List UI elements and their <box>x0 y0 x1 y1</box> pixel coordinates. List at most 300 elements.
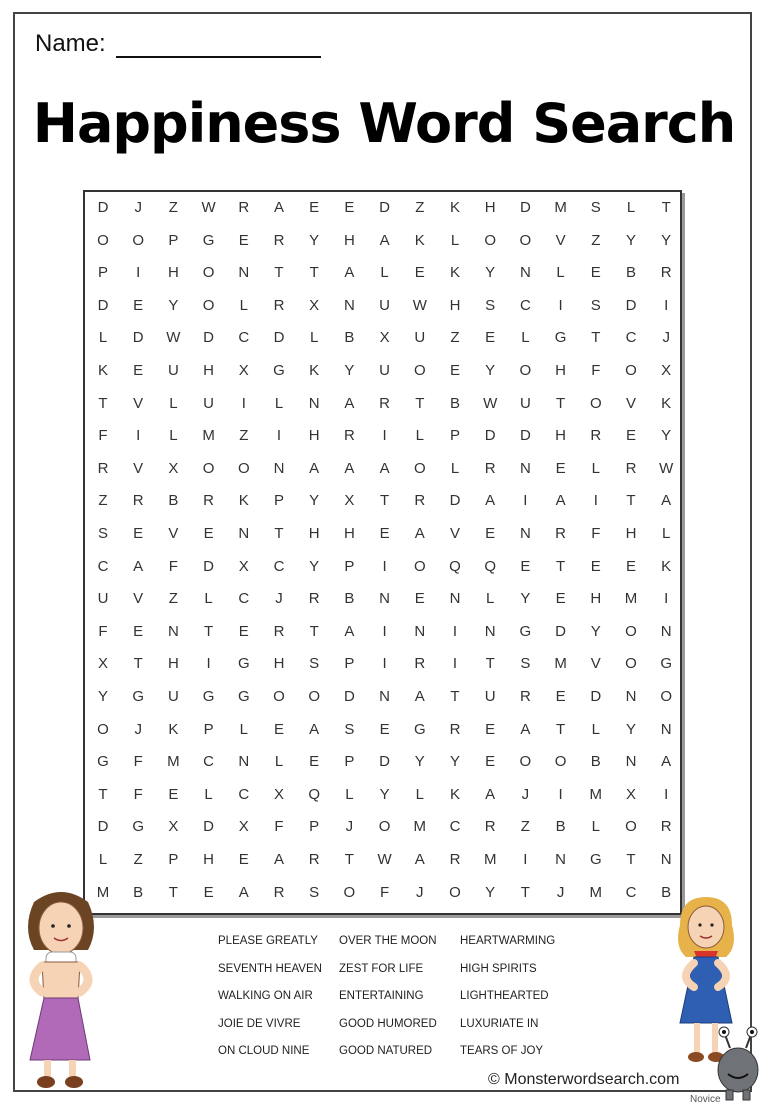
grid-letter[interactable]: J <box>416 883 424 901</box>
grid-letter[interactable]: O <box>625 818 637 836</box>
grid-letter[interactable]: T <box>204 622 214 640</box>
grid-letter[interactable]: A <box>379 459 390 477</box>
grid-letter[interactable]: U <box>414 329 426 347</box>
grid-letter[interactable]: K <box>309 362 320 379</box>
grid-letter[interactable]: N <box>660 720 672 738</box>
grid-letter[interactable]: J <box>521 785 530 803</box>
grid-letter[interactable]: N <box>555 851 567 868</box>
grid-letter[interactable]: W <box>377 851 392 868</box>
grid-letter[interactable]: F <box>133 753 143 771</box>
grid-letter[interactable]: Z <box>133 851 143 868</box>
grid-letter[interactable]: N <box>379 590 391 608</box>
grid-letter[interactable]: P <box>203 720 214 738</box>
grid-letter[interactable]: I <box>664 590 669 608</box>
grid-letter[interactable]: Y <box>520 590 531 608</box>
grid-letter[interactable]: D <box>625 296 637 314</box>
grid-letter[interactable]: K <box>168 720 179 738</box>
grid-letter[interactable]: R <box>449 851 461 868</box>
grid-letter[interactable]: A <box>414 851 425 868</box>
grid-letter[interactable]: Z <box>450 329 460 347</box>
grid-letter[interactable]: I <box>664 785 669 803</box>
grid-letter[interactable]: T <box>520 883 530 901</box>
grid-letter[interactable]: G <box>273 362 285 379</box>
grid-letter[interactable]: D <box>97 199 109 216</box>
grid-letter[interactable]: H <box>167 264 179 282</box>
grid-letter[interactable]: S <box>590 199 601 216</box>
grid-letter[interactable]: M <box>554 199 567 216</box>
grid-letter[interactable]: C <box>203 753 215 771</box>
grid-letter[interactable]: V <box>133 590 144 608</box>
grid-letter[interactable]: I <box>382 427 387 445</box>
grid-letter[interactable]: J <box>134 720 142 738</box>
grid-letter[interactable]: L <box>415 427 424 445</box>
grid-letter[interactable]: N <box>449 590 461 608</box>
grid-letter[interactable]: Z <box>239 427 249 445</box>
grid-letter[interactable]: R <box>484 459 496 477</box>
grid-letter[interactable]: S <box>520 655 531 673</box>
grid-letter[interactable]: H <box>590 590 602 608</box>
grid-letter[interactable]: L <box>556 264 565 282</box>
grid-letter[interactable]: A <box>414 525 425 542</box>
grid-letter[interactable]: E <box>168 785 179 803</box>
grid-letter[interactable]: V <box>168 525 179 542</box>
grid-letter[interactable]: S <box>309 883 320 901</box>
grid-letter[interactable]: P <box>168 231 179 249</box>
grid-letter[interactable]: N <box>625 753 637 771</box>
grid-letter[interactable]: O <box>273 688 285 705</box>
grid-letter[interactable]: L <box>521 329 530 347</box>
grid-letter[interactable]: Q <box>449 557 461 575</box>
grid-letter[interactable]: G <box>237 688 250 705</box>
grid-letter[interactable]: O <box>449 883 461 901</box>
grid-letter[interactable]: B <box>555 818 566 836</box>
grid-letter[interactable]: U <box>167 362 179 379</box>
grid-letter[interactable]: I <box>206 655 211 673</box>
grid-letter[interactable]: R <box>273 231 285 249</box>
grid-letter[interactable]: R <box>273 883 285 901</box>
grid-letter[interactable]: M <box>96 883 110 901</box>
grid-letter[interactable]: U <box>519 394 531 412</box>
grid-letter[interactable]: L <box>274 753 284 771</box>
grid-letter[interactable]: N <box>238 753 250 771</box>
grid-letter[interactable]: O <box>660 688 673 705</box>
grid-letter[interactable]: I <box>593 492 598 510</box>
grid-letter[interactable]: C <box>97 557 109 575</box>
grid-letter[interactable]: B <box>344 329 355 347</box>
grid-letter[interactable]: A <box>661 753 672 771</box>
grid-letter[interactable]: K <box>661 394 672 412</box>
grid-letter[interactable]: H <box>203 851 215 868</box>
grid-letter[interactable]: A <box>344 394 355 412</box>
grid-letter[interactable]: Y <box>590 622 601 640</box>
grid-letter[interactable]: I <box>136 427 141 445</box>
grid-letter[interactable]: P <box>449 427 460 445</box>
grid-letter[interactable]: L <box>662 525 671 542</box>
grid-letter[interactable]: A <box>661 492 672 510</box>
grid-letter[interactable]: A <box>133 557 144 575</box>
grid-letter[interactable]: N <box>519 264 531 282</box>
grid-letter[interactable]: R <box>308 590 320 608</box>
grid-letter[interactable]: E <box>485 525 496 542</box>
grid-letter[interactable]: E <box>133 525 144 542</box>
grid-letter[interactable]: A <box>273 851 284 868</box>
grid-letter[interactable]: O <box>625 655 637 673</box>
grid-letter[interactable]: G <box>132 818 145 836</box>
grid-letter[interactable]: M <box>554 655 567 673</box>
grid-letter[interactable]: H <box>273 655 285 673</box>
grid-letter[interactable]: X <box>309 296 320 314</box>
grid-letter[interactable]: L <box>626 199 636 216</box>
grid-letter[interactable]: Q <box>484 557 497 575</box>
grid-letter[interactable]: M <box>589 883 603 901</box>
grid-letter[interactable]: S <box>344 720 355 738</box>
grid-letter[interactable]: T <box>450 688 460 705</box>
grid-letter[interactable]: B <box>344 590 355 608</box>
grid-letter[interactable]: D <box>97 818 109 836</box>
grid-letter[interactable]: Y <box>344 362 355 379</box>
grid-letter[interactable]: E <box>344 199 355 216</box>
grid-letter[interactable]: N <box>660 851 672 868</box>
grid-letter[interactable]: W <box>412 296 427 314</box>
grid-letter[interactable]: G <box>413 720 426 738</box>
grid-letter[interactable]: R <box>132 492 144 510</box>
grid-letter[interactable]: R <box>660 264 672 282</box>
grid-letter[interactable]: L <box>591 818 600 836</box>
grid-letter[interactable]: J <box>134 199 142 216</box>
grid-letter[interactable]: A <box>379 231 390 249</box>
grid-letter[interactable]: O <box>554 753 567 771</box>
grid-letter[interactable]: Z <box>591 231 601 249</box>
grid-letter[interactable]: E <box>309 753 320 771</box>
grid-letter[interactable]: M <box>413 818 427 836</box>
grid-letter[interactable]: Y <box>379 785 390 803</box>
grid-letter[interactable]: A <box>238 883 249 901</box>
grid-letter[interactable]: Y <box>168 296 179 314</box>
grid-letter[interactable]: E <box>625 427 636 445</box>
grid-letter[interactable]: T <box>274 264 284 282</box>
grid-letter[interactable]: E <box>238 622 249 640</box>
grid-letter[interactable]: L <box>591 720 600 738</box>
grid-letter[interactable]: E <box>133 622 144 640</box>
grid-letter[interactable]: C <box>238 590 250 608</box>
grid-letter[interactable]: K <box>238 492 249 510</box>
grid-letter[interactable]: O <box>343 883 356 901</box>
grid-letter[interactable]: I <box>664 296 669 314</box>
grid-letter[interactable]: W <box>201 199 216 216</box>
grid-letter[interactable]: I <box>452 622 458 640</box>
grid-letter[interactable]: F <box>274 818 284 836</box>
grid-letter[interactable]: Y <box>485 362 496 379</box>
grid-letter[interactable]: H <box>555 427 567 445</box>
grid-letter[interactable]: R <box>273 622 285 640</box>
grid-letter[interactable]: Z <box>520 818 530 836</box>
grid-letter[interactable]: W <box>483 394 498 412</box>
grid-letter[interactable]: A <box>344 264 355 282</box>
grid-letter[interactable]: R <box>414 492 426 510</box>
grid-letter[interactable]: N <box>167 622 179 640</box>
grid-letter[interactable]: F <box>98 427 108 445</box>
grid-letter[interactable]: L <box>239 720 248 738</box>
grid-letter[interactable]: L <box>204 590 213 608</box>
grid-letter[interactable]: D <box>343 688 355 705</box>
grid-letter[interactable]: T <box>133 655 143 673</box>
grid-letter[interactable]: O <box>413 459 426 477</box>
grid-letter[interactable]: R <box>590 427 602 445</box>
grid-letter[interactable]: Z <box>98 492 108 510</box>
grid-letter[interactable]: N <box>343 296 355 314</box>
grid-letter[interactable]: B <box>168 492 179 510</box>
grid-letter[interactable]: E <box>485 753 496 771</box>
grid-letter[interactable]: X <box>273 785 284 803</box>
grid-letter[interactable]: F <box>133 785 143 803</box>
grid-letter[interactable]: P <box>97 264 108 282</box>
grid-letter[interactable]: E <box>625 557 636 575</box>
grid-letter[interactable]: T <box>661 199 671 216</box>
grid-letter[interactable]: L <box>591 459 600 477</box>
grid-letter[interactable]: X <box>661 362 672 379</box>
grid-letter[interactable]: L <box>274 394 284 412</box>
grid-letter[interactable]: C <box>625 329 637 347</box>
grid-letter[interactable]: E <box>414 264 425 282</box>
grid-letter[interactable]: O <box>589 394 602 412</box>
grid-letter[interactable]: N <box>238 264 250 282</box>
grid-letter[interactable]: V <box>590 655 601 673</box>
grid-letter[interactable]: I <box>523 492 528 510</box>
name-line[interactable] <box>116 30 321 58</box>
grid-letter[interactable]: T <box>556 394 566 412</box>
grid-letter[interactable]: L <box>169 427 178 445</box>
grid-letter[interactable]: D <box>519 427 531 445</box>
grid-letter[interactable]: V <box>555 231 566 249</box>
grid-letter[interactable]: N <box>273 459 285 477</box>
grid-letter[interactable]: H <box>343 525 355 542</box>
grid-letter[interactable]: O <box>413 557 426 575</box>
grid-letter[interactable]: R <box>238 199 250 216</box>
grid-letter[interactable]: L <box>415 785 424 803</box>
grid-letter[interactable]: X <box>344 492 355 510</box>
grid-letter[interactable]: U <box>203 394 215 412</box>
grid-letter[interactable]: N <box>519 525 531 542</box>
grid-letter[interactable]: X <box>238 557 249 575</box>
grid-letter[interactable]: R <box>308 851 320 868</box>
grid-letter[interactable]: W <box>166 329 181 347</box>
grid-letter[interactable]: C <box>519 296 531 314</box>
grid-letter[interactable]: E <box>309 199 320 216</box>
grid-letter[interactable]: U <box>97 590 109 608</box>
grid-letter[interactable]: N <box>484 622 496 640</box>
grid-letter[interactable]: A <box>485 492 496 510</box>
grid-letter[interactable]: R <box>555 525 567 542</box>
grid-letter[interactable]: E <box>555 590 566 608</box>
grid-letter[interactable]: O <box>97 720 109 738</box>
grid-letter[interactable]: K <box>661 557 672 575</box>
grid-letter[interactable]: G <box>202 688 215 705</box>
grid-letter[interactable]: S <box>485 296 496 314</box>
grid-letter[interactable]: F <box>591 525 601 542</box>
grid-letter[interactable]: K <box>449 264 460 282</box>
grid-letter[interactable]: L <box>380 264 389 282</box>
grid-letter[interactable]: K <box>414 231 425 249</box>
grid-letter[interactable]: G <box>237 655 250 673</box>
grid-letter[interactable]: T <box>274 525 284 542</box>
grid-letter[interactable]: Q <box>308 785 321 803</box>
grid-letter[interactable]: M <box>624 590 638 608</box>
grid-letter[interactable]: H <box>625 525 637 542</box>
grid-letter[interactable]: N <box>625 688 637 705</box>
grid-letter[interactable]: R <box>625 459 637 477</box>
grid-letter[interactable]: N <box>308 394 320 412</box>
grid-letter[interactable]: P <box>309 818 320 836</box>
grid-letter[interactable]: T <box>556 720 566 738</box>
grid-letter[interactable]: Y <box>309 231 320 249</box>
grid-letter[interactable]: C <box>625 883 637 901</box>
grid-letter[interactable]: E <box>133 362 144 379</box>
grid-letter[interactable]: I <box>382 557 387 575</box>
grid-letter[interactable]: J <box>662 329 670 347</box>
grid-letter[interactable]: N <box>660 622 672 640</box>
grid-letter[interactable]: L <box>486 590 495 608</box>
grid-letter[interactable]: L <box>310 329 319 347</box>
grid-letter[interactable]: X <box>238 362 249 379</box>
grid-letter[interactable]: O <box>202 264 215 282</box>
grid-letter[interactable]: L <box>450 459 460 477</box>
grid-letter[interactable]: R <box>449 720 461 738</box>
grid-letter[interactable]: D <box>203 818 215 836</box>
grid-letter[interactable]: S <box>97 525 108 542</box>
grid-letter[interactable]: R <box>414 655 426 673</box>
grid-letter[interactable]: X <box>379 329 390 347</box>
grid-letter[interactable]: L <box>450 231 460 249</box>
grid-letter[interactable]: R <box>519 688 531 705</box>
grid-letter[interactable]: L <box>98 851 108 868</box>
grid-letter[interactable]: D <box>379 199 391 216</box>
grid-letter[interactable]: A <box>520 720 531 738</box>
grid-letter[interactable]: V <box>625 394 636 412</box>
grid-letter[interactable]: V <box>133 394 144 412</box>
grid-letter[interactable]: R <box>484 818 496 836</box>
grid-letter[interactable]: E <box>555 459 566 477</box>
grid-letter[interactable]: F <box>168 557 178 575</box>
grid-letter[interactable]: N <box>519 459 531 477</box>
grid-letter[interactable]: E <box>238 231 249 249</box>
grid-letter[interactable]: D <box>273 329 285 347</box>
grid-letter[interactable]: Z <box>415 199 425 216</box>
grid-letter[interactable]: N <box>238 525 250 542</box>
grid-letter[interactable]: H <box>555 362 567 379</box>
grid-letter[interactable]: O <box>202 296 215 314</box>
grid-letter[interactable]: O <box>202 459 215 477</box>
grid-letter[interactable]: G <box>554 329 567 347</box>
grid-letter[interactable]: F <box>591 362 601 379</box>
grid-letter[interactable]: O <box>237 459 250 477</box>
grid-letter[interactable]: E <box>238 851 249 868</box>
grid-letter[interactable]: W <box>659 459 674 477</box>
grid-letter[interactable]: Y <box>661 427 672 445</box>
grid-letter[interactable]: C <box>238 329 250 347</box>
grid-letter[interactable]: A <box>344 459 355 477</box>
grid-letter[interactable]: B <box>661 883 672 901</box>
grid-letter[interactable]: H <box>449 296 461 314</box>
grid-letter[interactable]: Y <box>485 883 496 901</box>
grid-letter[interactable]: P <box>344 655 355 673</box>
grid-letter[interactable]: T <box>626 851 636 868</box>
grid-letter[interactable]: A <box>344 622 355 640</box>
grid-letter[interactable]: T <box>485 655 495 673</box>
grid-letter[interactable]: O <box>132 231 145 249</box>
grid-letter[interactable]: E <box>203 525 214 542</box>
grid-letter[interactable]: X <box>97 655 108 673</box>
grid-letter[interactable]: X <box>238 818 249 836</box>
grid-letter[interactable]: L <box>204 785 213 803</box>
grid-letter[interactable]: L <box>98 329 108 347</box>
grid-letter[interactable]: A <box>485 785 496 803</box>
grid-letter[interactable]: H <box>203 362 215 379</box>
grid-letter[interactable]: A <box>273 199 284 216</box>
grid-letter[interactable]: I <box>558 785 563 803</box>
grid-letter[interactable]: E <box>485 329 496 347</box>
grid-letter[interactable]: D <box>97 296 109 314</box>
grid-letter[interactable]: Y <box>661 231 672 249</box>
grid-letter[interactable]: D <box>203 557 215 575</box>
grid-letter[interactable]: I <box>382 622 387 640</box>
grid-letter[interactable]: T <box>309 264 319 282</box>
grid-letter[interactable]: X <box>625 785 636 803</box>
grid-letter[interactable]: Y <box>309 557 320 575</box>
grid-letter[interactable]: O <box>97 231 109 249</box>
grid-letter[interactable]: V <box>133 459 144 477</box>
grid-letter[interactable]: N <box>414 622 426 640</box>
grid-letter[interactable]: D <box>484 427 496 445</box>
grid-letter[interactable]: O <box>519 753 532 771</box>
grid-letter[interactable]: O <box>378 818 391 836</box>
grid-letter[interactable]: U <box>167 688 179 705</box>
grid-letter[interactable]: J <box>556 883 565 901</box>
grid-letter[interactable]: D <box>203 329 215 347</box>
grid-letter[interactable]: T <box>168 883 178 901</box>
grid-letter[interactable]: X <box>168 459 179 477</box>
grid-letter[interactable]: R <box>343 427 355 445</box>
grid-letter[interactable]: O <box>308 688 321 705</box>
grid-letter[interactable]: F <box>98 622 108 640</box>
grid-letter[interactable]: T <box>626 492 636 510</box>
grid-letter[interactable]: E <box>590 264 601 282</box>
grid-letter[interactable]: O <box>484 231 497 249</box>
grid-letter[interactable]: S <box>590 296 601 314</box>
grid-letter[interactable]: O <box>519 231 532 249</box>
grid-letter[interactable]: L <box>345 785 354 803</box>
grid-letter[interactable]: Y <box>309 492 320 510</box>
grid-letter[interactable]: I <box>452 655 458 673</box>
grid-letter[interactable]: Y <box>625 720 636 738</box>
grid-letter[interactable]: P <box>273 492 284 510</box>
grid-letter[interactable]: X <box>168 818 179 836</box>
grid-letter[interactable]: C <box>238 785 250 803</box>
grid-letter[interactable]: Y <box>97 688 108 705</box>
grid-letter[interactable]: Z <box>168 199 178 216</box>
grid-letter[interactable]: A <box>309 459 320 477</box>
grid-letter[interactable]: V <box>449 525 460 542</box>
grid-letter[interactable]: Y <box>625 231 636 249</box>
grid-letter[interactable]: P <box>344 753 355 771</box>
grid-letter[interactable]: G <box>132 688 145 705</box>
grid-letter[interactable]: T <box>380 492 390 510</box>
grid-letter[interactable]: O <box>519 362 532 379</box>
grid-letter[interactable]: D <box>590 688 602 705</box>
grid-letter[interactable]: E <box>133 296 144 314</box>
grid-letter[interactable]: E <box>379 525 390 542</box>
grid-letter[interactable]: P <box>344 557 355 575</box>
grid-letter[interactable]: H <box>167 655 179 673</box>
